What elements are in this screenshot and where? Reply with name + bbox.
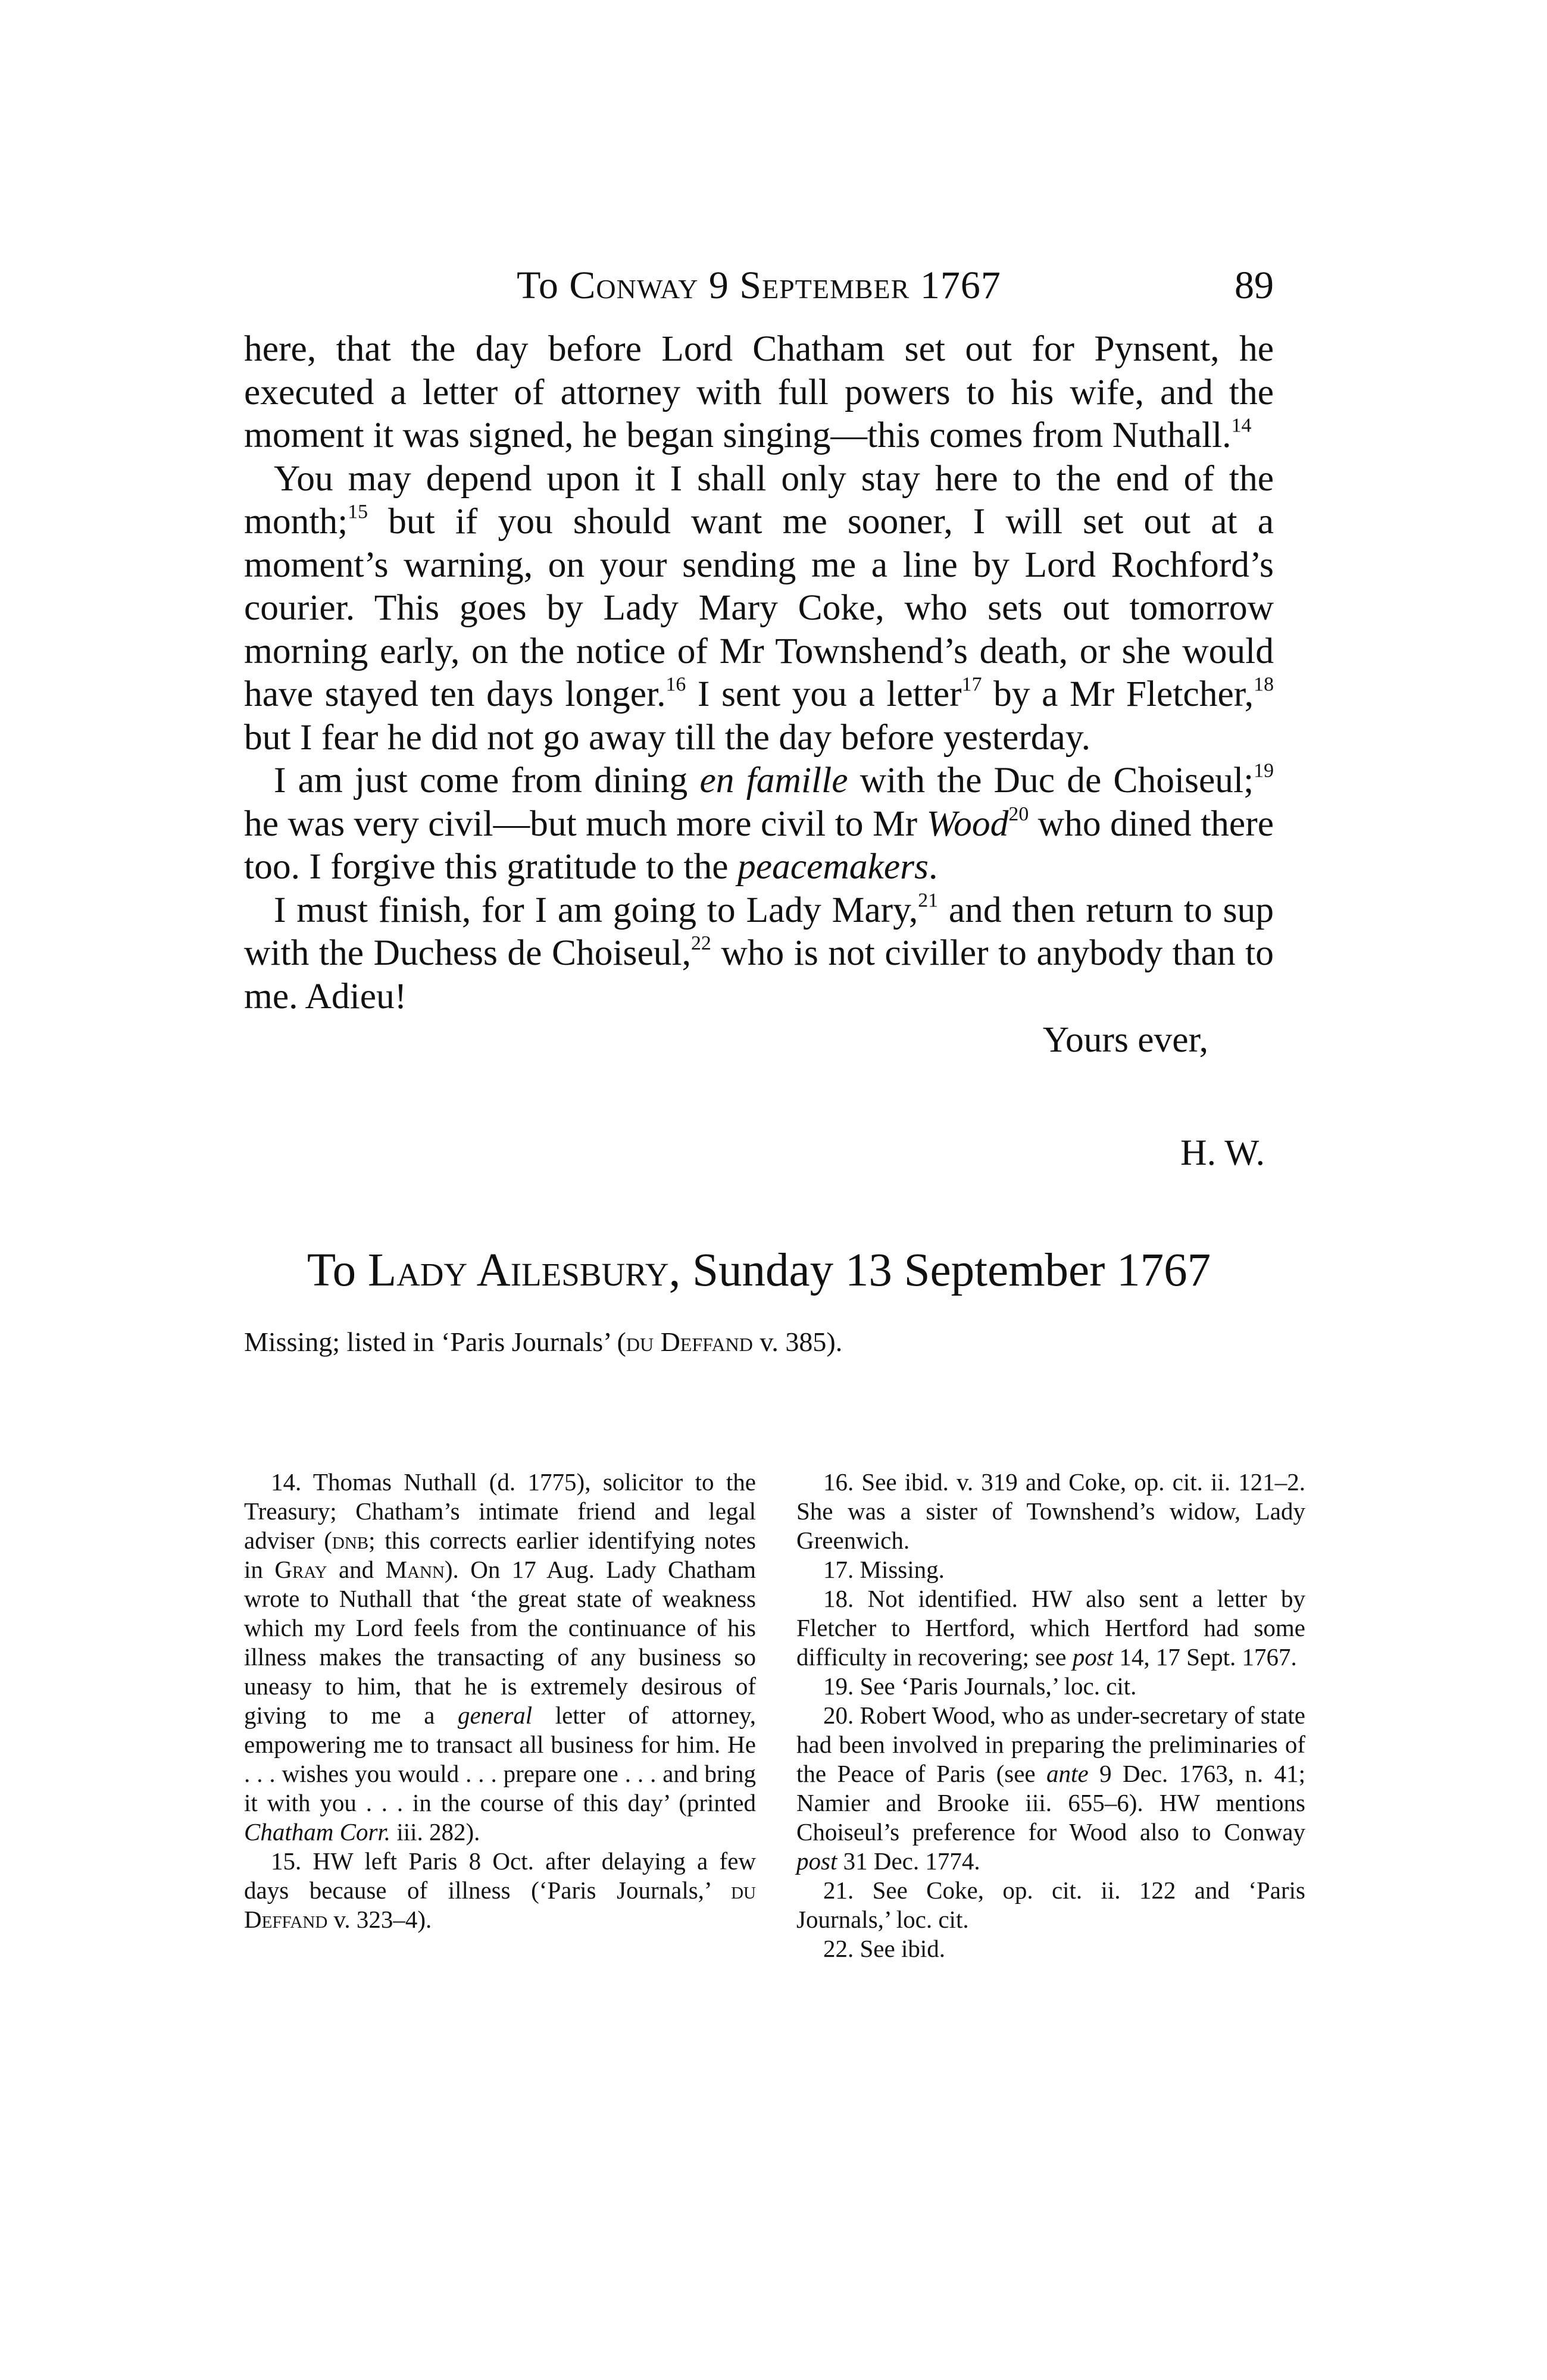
recipient-name: Conway [569, 264, 699, 307]
missing-note: Missing; listed in ‘Paris Journals’ (du Deffand v. 385). [244, 1327, 843, 1357]
footnotes-left-column [244, 1468, 756, 1934]
footnotes-right-column [796, 1468, 1305, 1963]
closing-salutation: Yours ever, [1042, 1019, 1208, 1060]
footnote-ref[interactable]: 21 [918, 889, 939, 912]
letter-heading: To Lady Ailesbury, Sunday 13 September 1767 [307, 1244, 1211, 1296]
footnote-22: 22. See ibid. [823, 1935, 945, 1962]
paragraph: here, that the day before Lord Chatham set out for Pynsent, he executed a letter of attorney with full powers to his wife, and the moment it was signed, he began singing—this comes from Nuthall.$^{14}$ [244, 329, 1274, 455]
letter-body [244, 327, 1274, 1018]
month: September [739, 264, 910, 307]
paragraph: I am just come from dining en famille with the Duc de Choiseul;$^{19}$ he was very civil—but much more civil to Mr Wood$^{20}$ who dined there too. I forgive this gratitude to the peacemakers. [244, 759, 1274, 887]
paragraph: You may depend upon it I shall only stay here to the end of the month;$^{15}$ but if you should want me sooner, I will set out at a moment’s warning, on your sending me a line by Lord Rochford’s courier. This goes by Lady Mary Coke, who sets out tomorrow morning early, on the notice of Mr Townshend’s death, or she would have stayed ten days longer.$^{16}$ I sent you a letter$^{17}$ by a Mr Fletcher,$^{18}$ but I fear he did not go away till the day before yesterday. [244, 458, 1274, 758]
footnote-18: 18. Not identified. HW also sent a letter by Fletcher to Hertford, which Hertford had some difficulty in recovering; see post 14, 17 Sept. 1767. [796, 1585, 1305, 1671]
footnote-ref[interactable]: 22 [691, 932, 711, 955]
footnote-15: 15. HW left Paris 8 Oct. after delaying a few days because of illness (‘Paris Journals,’ du Deffand v. 323–4). [244, 1847, 756, 1933]
footnote-ref[interactable]: 14 [1231, 414, 1252, 437]
page-number: 89 [1235, 264, 1274, 307]
footnote-ref[interactable]: 20 [1008, 803, 1029, 825]
footnote-ref[interactable]: 18 [1254, 673, 1274, 696]
running-title: To Conway 9 September 1767 [517, 264, 1001, 307]
footnote-ref[interactable]: 17 [961, 673, 982, 696]
running-head [244, 262, 1274, 309]
footnote-ref[interactable]: 19 [1254, 759, 1274, 782]
signature: H. W. [1180, 1133, 1265, 1173]
footnote-ref[interactable]: 15 [348, 501, 368, 523]
paragraph: I must finish, for I am going to Lady Mary,$^{21}$ and then return to sup with the Duchess de Choiseul,$^{22}$ who is not civiller to anybody than to me. Adieu! [244, 889, 1274, 1017]
footnote-16: 16. See ibid. v. 319 and Coke, op. cit. ii. 121–2. She was a sister of Townshend’s widow, Lady Greenwich. [796, 1468, 1305, 1554]
footnote-19: 19. See ‘Paris Journals,’ loc. cit. [823, 1672, 1137, 1700]
footnote-17: 17. Missing. [823, 1556, 945, 1583]
footnote-20: 20. Robert Wood, who as under-secretary of state had been involved in preparing the preliminaries of the Peace of Paris (see ante 9 Dec. 1763, n. 41; Namier and Brooke iii. 655–6). HW mentions Choiseul’s preference for Wood also to Conway post 31 Dec. 1774. [796, 1702, 1305, 1875]
footnote-14: 14. Thomas Nuthall (d. 1775), solicitor to the Treasury; Chatham’s intimate friend and legal adviser (dnb; this corrects earlier identifying notes in Gray and Mann). On 17 Aug. Lady Chatham wrote to Nuthall that ‘the great state of weakness which my Lord feels from the continuance of his illness makes the transacting of any business so uneasy to him, that he is extremely desirous of giving to me a general letter of attorney, empowering me to transact all business for him. He . . . wishes you would . . . prepare one . . . and bring it with you . . . in the course of this day’ (printed Chatham Corr. iii. 282). [244, 1468, 756, 1846]
footnote-21: 21. See Coke, op. cit. ii. 122 and ‘Paris Journals,’ loc. cit. [796, 1877, 1305, 1933]
footnote-ref[interactable]: 16 [665, 673, 686, 696]
